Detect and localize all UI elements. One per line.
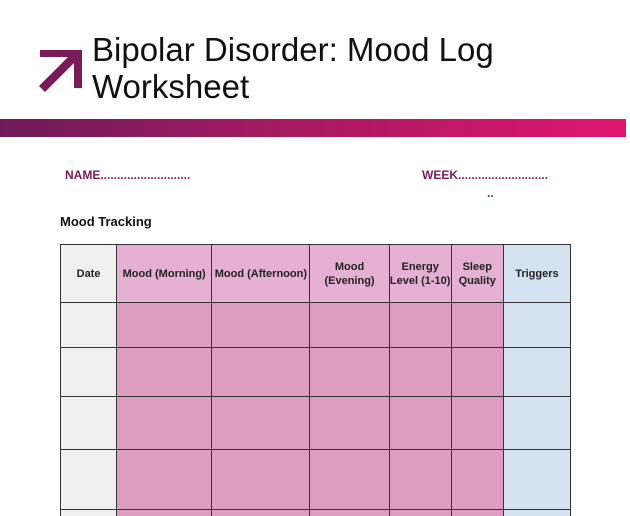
mood-morning-cell[interactable] bbox=[117, 397, 212, 450]
date-cell[interactable] bbox=[61, 348, 117, 397]
name-field[interactable]: NAME........................... bbox=[65, 168, 191, 182]
week-field-continuation: .. bbox=[487, 186, 494, 200]
header-sleep-quality: Sleep Quality bbox=[451, 245, 503, 303]
energy-level-cell[interactable] bbox=[389, 450, 451, 510]
triggers-cell[interactable] bbox=[503, 450, 570, 510]
diagonal-arrow-icon bbox=[36, 46, 86, 96]
table-row bbox=[61, 450, 571, 510]
energy-level-cell[interactable] bbox=[389, 348, 451, 397]
header-date: Date bbox=[61, 245, 117, 303]
table-row bbox=[61, 303, 571, 348]
header-mood-afternoon: Mood (Afternoon) bbox=[212, 245, 310, 303]
header-energy-level: Energy Level (1-10) bbox=[389, 245, 451, 303]
mood-evening-cell[interactable] bbox=[310, 510, 389, 516]
mood-morning-cell[interactable] bbox=[117, 450, 212, 510]
mood-morning-cell[interactable] bbox=[117, 348, 212, 397]
sleep-quality-cell[interactable] bbox=[451, 450, 503, 510]
triggers-cell[interactable] bbox=[503, 348, 570, 397]
triggers-cell[interactable] bbox=[503, 510, 570, 516]
mood-evening-cell[interactable] bbox=[310, 348, 389, 397]
table-row bbox=[61, 397, 571, 450]
energy-level-cell[interactable] bbox=[389, 397, 451, 450]
sleep-quality-cell[interactable] bbox=[451, 510, 503, 516]
header-mood-evening: Mood (Evening) bbox=[310, 245, 389, 303]
mood-afternoon-cell[interactable] bbox=[212, 348, 310, 397]
triggers-cell[interactable] bbox=[503, 397, 570, 450]
header-triggers: Triggers bbox=[503, 245, 570, 303]
mood-evening-cell[interactable] bbox=[310, 450, 389, 510]
sleep-quality-cell[interactable] bbox=[451, 303, 503, 348]
section-title: Mood Tracking bbox=[60, 214, 152, 229]
energy-level-cell[interactable] bbox=[389, 303, 451, 348]
table-row bbox=[61, 510, 571, 516]
week-field[interactable]: WEEK........................... bbox=[422, 168, 549, 182]
mood-morning-cell[interactable] bbox=[117, 303, 212, 348]
mood-afternoon-cell[interactable] bbox=[212, 450, 310, 510]
date-cell[interactable] bbox=[61, 397, 117, 450]
header-mood-morning: Mood (Morning) bbox=[117, 245, 212, 303]
table-header-row bbox=[61, 245, 571, 303]
mood-afternoon-cell[interactable] bbox=[212, 510, 310, 516]
date-cell[interactable] bbox=[61, 303, 117, 348]
mood-tracking-table bbox=[60, 244, 571, 516]
table-row bbox=[61, 348, 571, 397]
mood-morning-cell[interactable] bbox=[117, 510, 212, 516]
date-cell[interactable] bbox=[61, 450, 117, 510]
mood-evening-cell[interactable] bbox=[310, 397, 389, 450]
header-gradient-bar bbox=[0, 119, 626, 137]
triggers-cell[interactable] bbox=[503, 303, 570, 348]
mood-evening-cell[interactable] bbox=[310, 303, 389, 348]
date-cell[interactable] bbox=[61, 510, 117, 516]
page-title: Bipolar Disorder: Mood Log Worksheet bbox=[92, 31, 494, 105]
mood-afternoon-cell[interactable] bbox=[212, 303, 310, 348]
sleep-quality-cell[interactable] bbox=[451, 397, 503, 450]
mood-afternoon-cell[interactable] bbox=[212, 397, 310, 450]
sleep-quality-cell[interactable] bbox=[451, 348, 503, 397]
energy-level-cell[interactable] bbox=[389, 510, 451, 516]
